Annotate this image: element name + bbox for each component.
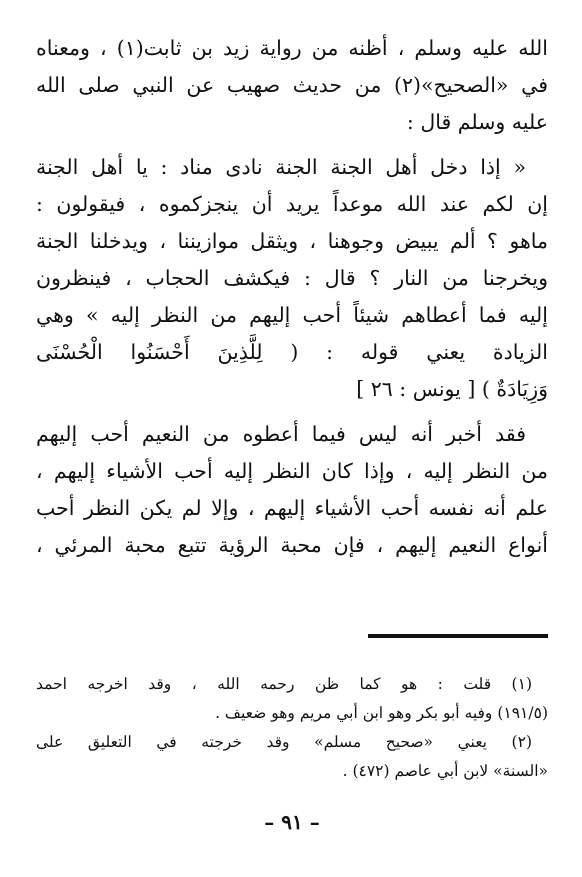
quran-quote-line: الزيادة يعني قوله : ( لِلَّذِينَ أَحْسَنُوا الْحُسْنَى xyxy=(36,340,548,364)
text-line: ماهو ؟ ألم يبيض وجوهنا ، ويثقل موازيننا ، ويدخلنا الجنة xyxy=(36,229,548,253)
paragraph-2 xyxy=(36,149,548,408)
footnote-1 xyxy=(36,670,548,728)
text-line: فقد أخبر أنه ليس فيما أعطوه من النعيم أحب إليهم xyxy=(36,422,526,446)
footnote-line: (٢) يعني «صحيح مسلم» وقد خرجته في التعليق على xyxy=(36,733,532,751)
text-line: في «الصحيح»(٢) من حديث صهيب عن النبي صلى الله xyxy=(36,73,548,97)
footnote-line: (١) قلت : هو كما ظن رحمه الله ، وقد اخرجه احمد xyxy=(36,675,532,693)
text-line: علم أنه نفسه أحب الأشياء إليهم ، وإلا لم يكن النظر أحب xyxy=(36,496,548,520)
paragraph-1 xyxy=(36,30,548,141)
text-line: إن لكم عند الله موعداً يريد أن ينجزكموه ، فيقولون : xyxy=(36,192,548,216)
text-line: عليه وسلم قال : xyxy=(406,110,548,134)
footnote-line: «السنة» لابن أبي عاصم (٤٧٢) . xyxy=(342,762,548,780)
footnotes xyxy=(36,670,548,786)
paragraph-3 xyxy=(36,416,548,564)
book-page xyxy=(36,30,548,850)
page-number: – ٩١ – xyxy=(264,810,320,834)
text-line: إليه فما أعطاهم شيئاً أحب إليهم من النظر إليه » وهي xyxy=(36,303,548,327)
quran-quote-line: وَزِيَادَةٌ ) [ يونس : ٢٦ ] xyxy=(356,377,548,401)
main-text xyxy=(36,30,548,564)
text-line: أنواع النعيم إليهم ، فإن محبة الرؤية تتبع محبة المرئي ، xyxy=(36,533,548,557)
text-line: « إذا دخل أهل الجنة الجنة نادى مناد : يا أهل الجنة xyxy=(36,155,526,179)
text-line: من النظر إليه ، وإذا كان النظر إليه أحب الأشياء إليهم ، xyxy=(36,459,548,483)
footnote-separator xyxy=(368,634,548,638)
text-line: الله عليه وسلم ، أظنه من رواية زيد بن ثابت(١) ، ومعناه xyxy=(36,36,548,60)
footnote-line: (١٩١/٥) وفيه أبو بكر وهو ابن أبي مريم وهو ضعيف . xyxy=(215,704,548,722)
text-line: ويخرجنا من النار ؟ قال : فيكشف الحجاب ، فينظرون xyxy=(36,266,548,290)
footnote-2 xyxy=(36,728,548,786)
